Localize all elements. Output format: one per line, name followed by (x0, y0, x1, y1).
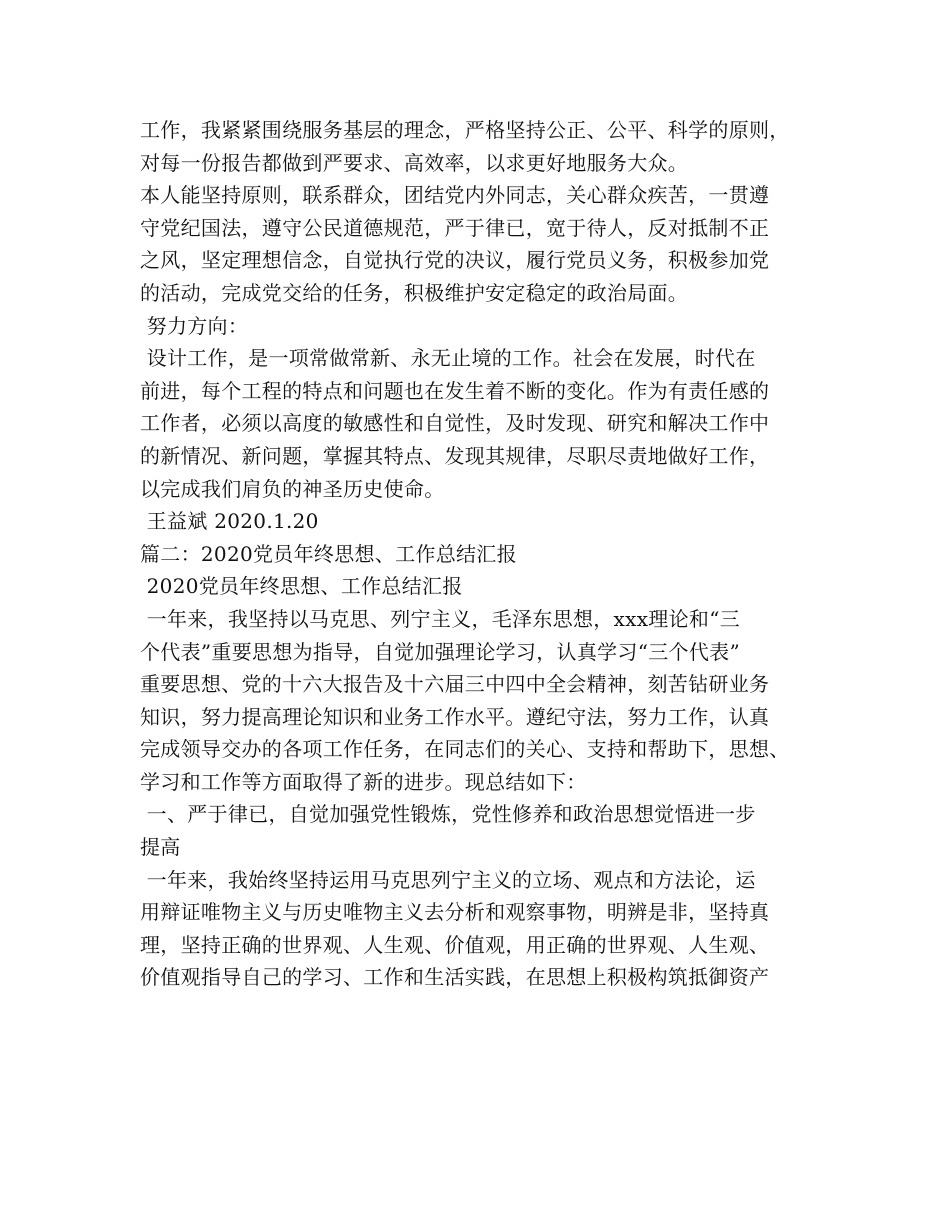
text-line: 知识，努力提高理论知识和业务工作水平。遵纪守法，努力工作，认真 (140, 704, 770, 729)
text-line: 以完成我们肩负的神圣历史使命。 (140, 476, 445, 501)
text-line: 一年来，我始终坚持运用马克思列宁主义的立场、观点和方法论，运 (140, 867, 756, 892)
text-line: 个代表”重要思想为指导，自觉加强理论学习，认真学习“三个代表” (140, 639, 740, 664)
text-line: 的活动，完成党交给的任务，积极维护安定稳定的政治局面。 (140, 280, 689, 305)
text-line: 理，坚持正确的世界观、人生观、价值观，用正确的世界观、人生观、 (140, 932, 770, 957)
text-line: 的新情况、新问题，掌握其特点、发现其规律，尽职尽责地做好工作， (140, 443, 770, 468)
signature-date: 王益斌 2020.1.20 (140, 509, 319, 534)
section-heading: 一、严于律已，自觉加强党性锻炼，党性修养和政治思想觉悟进一步 (140, 802, 756, 827)
text-line: 守党纪国法，遵守公民道德规范，严于律已，宽于待人，反对抵制不正 (140, 215, 770, 240)
text-line: 学习和工作等方面取得了新的进步。现总结如下： (140, 769, 587, 794)
text-line: 对每一份报告都做到严要求、高效率，以求更好地服务大众。 (140, 150, 689, 175)
text-line: 工作者，必须以高度的敏感性和自觉性，及时发现、研究和解决工作中 (140, 411, 770, 436)
section-heading-continued: 提高 (140, 835, 181, 860)
text-line: 重要思想、党的十六大报告及十六届三中四中全会精神，刻苦钻研业务 (140, 672, 770, 697)
text-line: 本人能坚持原则，联系群众，团结党内外同志，关心群众疾苦，一贯遵 (140, 183, 770, 208)
text-line: 价值观指导自己的学习、工作和生活实践，在思想上积极构筑抵御资产 (140, 965, 770, 990)
text-line: 用辩证唯物主义与历史唯物主义去分析和观察事物，明辨是非，坚持真 (140, 900, 770, 925)
text-line: 之风，坚定理想信念，自觉执行党的决议，履行党员义务，积极参加党 (140, 248, 770, 273)
text-line: 完成领导交办的各项工作任务，在同志们的关心、支持和帮助下，思想、 (140, 737, 790, 762)
text-line: 前进，每个工程的特点和问题也在发生着不断的变化。作为有责任感的 (140, 378, 770, 403)
article-title: 2020党员年终思想、工作总结汇报 (140, 574, 463, 599)
text-line: 设计工作，是一项常做常新、永无止境的工作。社会在发展，时代在 (140, 346, 756, 371)
text-line: 一年来，我坚持以马克思、列宁主义，毛泽东思想，xxx理论和“三 (140, 606, 741, 631)
section-heading: 努力方向： (140, 313, 249, 338)
document-body (140, 114, 840, 994)
chapter-title: 篇二：2020党员年终思想、工作总结汇报 (140, 541, 517, 566)
text-line: 工作，我紧紧围绕服务基层的理念，严格坚持公正、公平、科学的原则， (140, 118, 790, 142)
